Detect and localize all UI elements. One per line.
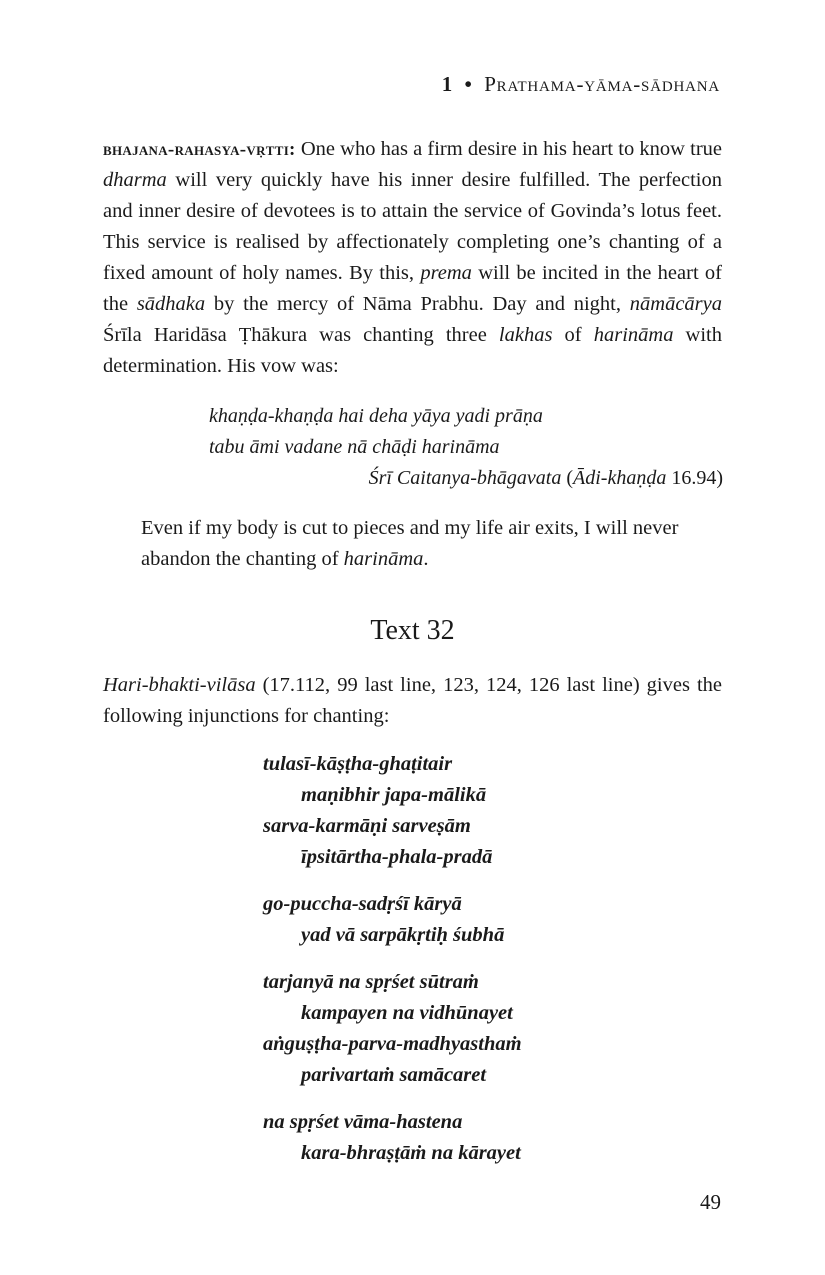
verse-line: khaṇḍa-khaṇḍa hai deha yāya yadi prāṇa	[209, 405, 543, 427]
chapter-number: 1	[441, 72, 453, 96]
verse-translation	[141, 513, 701, 575]
verse-line: na spṛśet vāma-hastena	[263, 1111, 463, 1133]
stanza	[263, 1107, 683, 1169]
verse-line: yad vā sarpākṛtiḥ śubhā	[301, 924, 505, 946]
verse-line: tulasī-kāṣṭha-ghaṭitair	[263, 753, 453, 775]
commentary-italic: nāmācārya	[629, 293, 722, 315]
source-title: Hari-bhakti-vilāsa	[103, 674, 256, 696]
commentary-italic: lakhas	[498, 324, 553, 346]
verse-line: aṅguṣṭha-parva-madhyasthaṁ	[263, 1033, 522, 1055]
commentary-paragraph	[103, 134, 722, 382]
ref-section: Ādi-khaṇḍa	[573, 467, 667, 489]
translation-text: Even if my body is cut to pieces and my life air exits, I will never abandon the chanting of	[141, 517, 679, 570]
verse-line: tarjanyā na spṛśet sūtraṁ	[263, 971, 479, 993]
commentary-text: will very quickly have his inner desire fulfilled. The perfection and inner desire of devotees is to attain the service of Govinda’s lotus feet. This service is realised by affectionately completing one’s chanting of a fixed amount of holy names. By this,	[103, 169, 722, 284]
chapter-title: Prathama-yāma-sādhana	[484, 72, 720, 96]
stanza	[263, 749, 683, 873]
stanza	[263, 889, 683, 951]
verse-line: kara-bhraṣṭāṁ na kārayet	[301, 1142, 521, 1164]
text-32-verse	[263, 749, 683, 1185]
verse-line: maṇibhir japa-mālikā	[301, 784, 487, 806]
verse-line: sarva-karmāṇi sarveṣām	[263, 815, 471, 837]
ref-number: 16.94)	[666, 467, 723, 489]
commentary-text: with determination. His vow was:	[103, 324, 722, 377]
intro-paragraph	[103, 670, 722, 732]
commentary-text: by the mercy of Nāma Prabhu. Day and night,	[205, 293, 630, 315]
ref-title: Śrī Caitanya-bhāgavata	[368, 467, 562, 489]
commentary-italic: sādhaka	[136, 293, 206, 315]
commentary-text: Śrīla Haridāsa Ṭhākura was chanting three	[103, 324, 499, 346]
page-number: 49	[700, 1190, 721, 1214]
commentary-text: of	[552, 324, 594, 346]
ref-paren: (	[561, 467, 574, 489]
stanza	[263, 967, 683, 1091]
commentary-text: One who has a firm desire in his heart to know true	[295, 138, 722, 160]
verse-line: go-puccha-sadṛśī kāryā	[263, 893, 462, 915]
section-heading: Text 32	[370, 615, 455, 646]
translation-italic: harināma	[343, 548, 424, 570]
verse-line: tabu āmi vadane nā chāḍi harināma	[209, 436, 500, 458]
header-separator: •	[464, 72, 473, 96]
commentary-label: bhajana-rahasya-vṛtti:	[103, 139, 296, 160]
verse-line: īpsitārtha-phala-pradā	[301, 846, 493, 868]
quoted-verse	[209, 401, 723, 494]
translation-end: .	[423, 548, 429, 570]
verse-reference	[209, 463, 723, 494]
verse-line: parivartaṁ samācaret	[301, 1064, 487, 1086]
commentary-italic: harināma	[593, 324, 674, 346]
commentary-text: will be incited in the heart of the	[103, 262, 723, 315]
commentary-italic: dharma	[103, 169, 167, 191]
commentary-italic: prema	[420, 262, 472, 284]
intro-text: (17.112, 99 last line, 123, 124, 126 last line) gives the following injunctions for chanting:	[103, 674, 722, 727]
verse-line: kampayen na vidhūnayet	[301, 1002, 513, 1024]
running-header	[442, 72, 720, 97]
